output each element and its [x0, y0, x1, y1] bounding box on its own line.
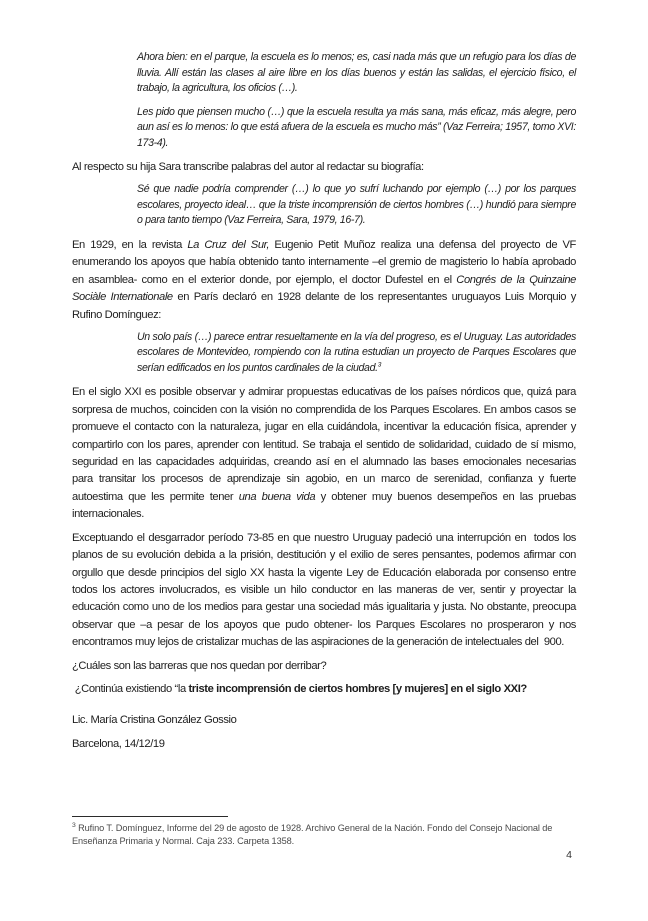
footnote-reference: 3	[377, 361, 382, 369]
body-paragraph	[72, 530, 579, 652]
text-run: En 1929, en la revista	[72, 238, 188, 251]
body-paragraph	[72, 681, 576, 698]
text-run: Ahora bien: en el parque, la escuela es lo menos; es, casi nada más que un refugio para los días de lluvia. Allí están las clases al aire libre en los días buenos y están las salidas, el ejercicio físico, el trabajo, la agricultura, los oficios (…).	[137, 51, 579, 94]
body-paragraph	[72, 159, 576, 176]
text-run: Barcelona, 14/12/19	[72, 737, 165, 750]
text-run: triste incomprensión de ciertos hombres [y mujeres] en el siglo XXI?	[188, 682, 527, 695]
text-run: en París declaró en 1928 delante de los representantes uruguayos Luis Morquio y Rufino Domínguez:	[72, 291, 579, 321]
text-run: Les pido que piensen mucho (…) que la escuela resulta ya más sana, más eficaz, más alegre, pero aun así es lo menos: lo que está afuera de la escuela es mucho más” (Vaz Ferreira; 1957, tomo XVI: 173-4).	[137, 105, 579, 149]
footnote-text: Rufino T. Domínguez, Informe del 29 de agosto de 1928. Archivo General de la Nación. Fondo del Consejo Nacional de Enseñanza Primaria y Normal. Caja 233. Carpeta 1358.	[72, 823, 555, 846]
text-run: Eugenio Petit Muñoz realiza una defensa del proyecto de VF enumerando los apoyos que había obtenido tanto internamente –el gremio de magisterio lo había aprobado en asamblea- como en el exterior donde, por ejemplo, el doctor Dufestel en el	[72, 238, 579, 286]
text-run: La Cruz del Sur,	[187, 238, 270, 251]
footnote-divider	[72, 816, 228, 817]
text-run: Un solo país (…) parece entrar resueltamente en la vía del progreso, es el Uruguay. Las autoridades escolares de Montevideo, rompiendo con la rutina estudian un proyecto de Parques Escolares que serían edificados en los puntos cardinales de la ciudad.	[137, 330, 579, 374]
footnote-section	[72, 816, 576, 848]
footnote	[72, 822, 576, 848]
text-run: Al respecto su hija Sara transcribe palabras del autor al redactar su biografía:	[72, 161, 424, 173]
text-run: En el siglo XXI es posible observar y admirar propuestas educativas de los países nórdicos que, quizá para sorpresa de muchos, coinciden con la visión no comprendida de los Parques Escolares. En ambos casos se promueve el contacto con la naturaleza, jugar en ella cuidándola, incentivar la educación física, aprender y compartirlo con los pares, aprender con lentitud. Se trabaja el sentido de solidaridad, cuidado de sí mismo, seguridad en las capacidades adquiridas, creando así en el alumnado las bases emocionales necesarias para transitar los procesos de aprendizaje sin agobio, en un marco de serenidad, confianza y fuerte autoestima que les permite tener	[72, 386, 579, 503]
text-run: ¿Cuáles son las barreras que nos quedan por derribar?	[72, 659, 327, 672]
text-run: Sé que nadie podría comprender (…) lo que yo sufrí luchando por ejemplo (…) por los parques escolares, proyecto ideal… que la triste incomprensión de ciertos hombres (…) hundió para siempre o para tanto tiempo (Vaz Ferreira, Sara, 1979, 16-7).	[137, 183, 579, 227]
block-quote	[137, 182, 579, 229]
text-run: Lic. María Cristina González Gossio	[72, 714, 237, 727]
body-paragraph	[72, 658, 576, 675]
text-run: una buena vida	[238, 490, 316, 503]
body-paragraph	[72, 237, 579, 324]
block-quote	[137, 330, 579, 377]
page-number: 4	[566, 849, 572, 861]
body-paragraph	[72, 736, 576, 753]
body-paragraph	[72, 384, 579, 523]
text-run: Exceptuando el desgarrador período 73-85 en que nuestro Uruguay padeció una interrupción en todos los planos de su evolución debida a la prisión, destitución y el exilio de seres pensantes, podemos afirmar con orgullo que desde principios del siglo XX hasta la vigente Ley de Educación elaborada por consenso entre todos los actores involucrados, es visible un hilo conductor en las maneras de ver, sentir y proyectar la educación como uno de los medios para gestar una sociedad más igualitaria y justa. No obstante, preocupa observar que –a pesar de los apoyos que pudo obtener- los Parques Escolares no prosperaron y nos encontramos muy lejos de cristalizar muchas de las aspiraciones de la generación de intelectuales del 900.	[72, 531, 579, 649]
body-paragraph	[72, 712, 576, 729]
text-run: ¿Continúa existiendo “la	[72, 682, 189, 695]
footnote-marker: 3	[72, 821, 76, 829]
block-quote	[137, 105, 579, 152]
text-run: y obtener muy buenos desempeños en las pruebas internacionales.	[72, 490, 579, 521]
block-quote	[137, 50, 579, 97]
text-run: Congrés de la Quinzaine Sociàle Internationale	[72, 273, 579, 304]
document-body	[72, 50, 579, 759]
